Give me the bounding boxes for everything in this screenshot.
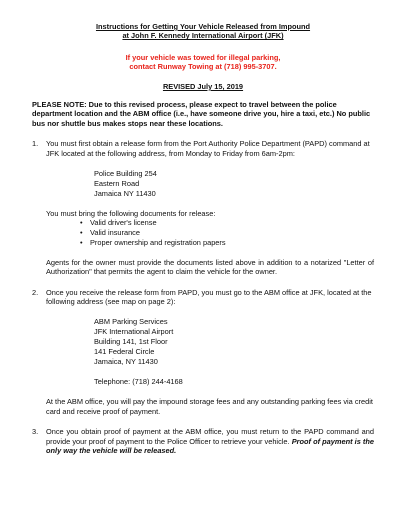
document-title: [32, 22, 374, 41]
address-line: 141 Federal Circle: [94, 346, 155, 356]
step-text-block: [46, 427, 374, 456]
address-line: Building 141, 1st Floor: [94, 336, 168, 346]
title-line-2: at John F. Kennedy International Airport (JFK): [122, 31, 284, 41]
documents-intro: You must bring the following documents for release:: [46, 208, 216, 218]
revised-date: REVISED July 15, 2019: [162, 82, 244, 91]
towed-notice-line-1: If your vehicle was towed for illegal parking,: [125, 52, 281, 62]
title-line-1: Instructions for Getting Your Vehicle Released from Impound: [95, 22, 311, 31]
step-text: Once you receive the release form from PAPD, you must go to the ABM office at JFK, located at the following address (see map on page 2):: [46, 287, 372, 307]
documents-list: [80, 218, 374, 247]
step-text: You must first obtain a release form from the Port Authority Police Department (PAPD) command at JFK located at the following address, from Monday to Friday from 6am-2pm:: [46, 139, 370, 158]
payment-text: At the ABM office, you will pay the impound storage fees and any outstanding parking fees via credit card and receive proof of payment.: [46, 396, 373, 416]
towed-notice-line-2: contact Runway Towing at (718) 995-3707.: [129, 62, 277, 72]
agents-text: Agents for the owner must provide the documents listed above in addition to a notarized "Letter of Authorization" that permits the agent to claim the vehicle for the owner.: [46, 257, 374, 277]
document-item: • Proper ownership and registration papers: [80, 238, 374, 248]
step-number: 3.: [32, 427, 39, 437]
address-line: Jamaica, NY 11430: [94, 356, 158, 366]
address-line: ABM Parking Services: [94, 316, 168, 326]
towed-notice: [32, 53, 374, 72]
step-number: 1.: [32, 139, 39, 149]
document-item: • Valid insurance: [80, 228, 374, 238]
address-line: Police Building 254: [94, 168, 157, 178]
address-line: JFK International Airport: [94, 326, 174, 336]
step-2: [32, 288, 374, 416]
steps-list: [32, 139, 374, 456]
papd-address: [94, 169, 374, 199]
step-3: [32, 427, 374, 456]
address-line: Eastern Road: [94, 178, 140, 188]
step-1: [32, 139, 374, 276]
address-line: Jamaica NY 11430: [94, 188, 156, 198]
please-note: PLEASE NOTE: Due to this revised process, please expect to travel between the police department location and the ABM office (i.e., have someone drive you, hire a taxi, etc.) No public bus nor shuttle bus makes stops near these locations.: [32, 99, 371, 128]
step-text: Once you obtain proof of payment at the ABM office, you must return to the PAPD command and provide your proof of payment to the Police Officer to retrieve your vehicle.: [46, 427, 374, 446]
document-item: • Valid driver's license: [80, 218, 374, 228]
abm-telephone: Telephone: (718) 244-4168: [94, 376, 183, 386]
proof-of-payment-emphasis: Proof of payment is the only way the vehicle will be released.: [46, 436, 374, 456]
step-number: 2.: [32, 287, 39, 297]
abm-address: [94, 317, 374, 387]
